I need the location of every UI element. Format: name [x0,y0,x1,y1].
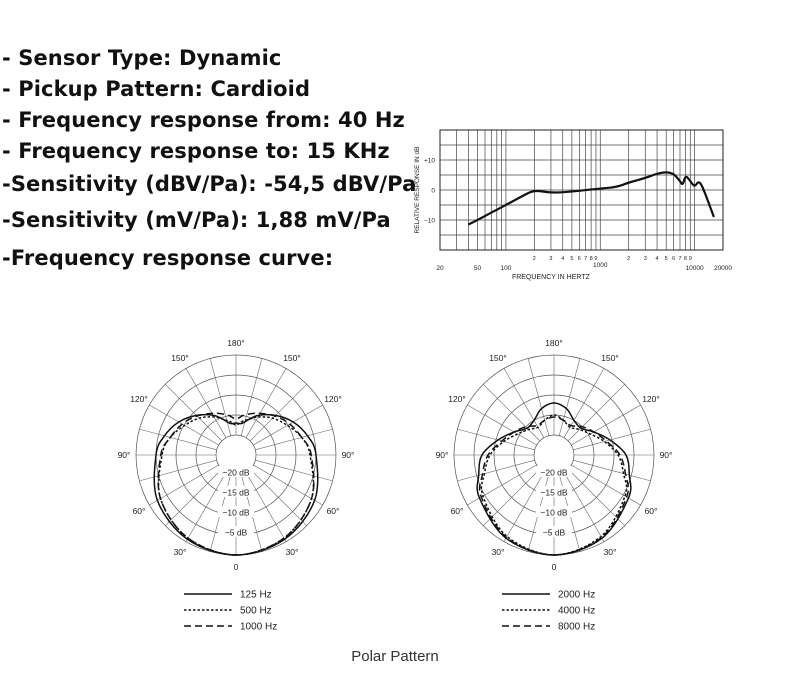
legend-label: 8000 Hz [558,621,596,633]
polar-angle-label: 60° [132,506,146,516]
x-tick-label: 1000 [593,262,608,269]
y-axis-label: RELATIVE RESPONSE IN dB [414,146,421,234]
polar-ring-label: −5 dB [542,527,566,538]
polar-ring-label: −10 dB [540,507,568,518]
x-minor-tick-label: 4 [655,256,659,262]
polar-angle-label: 150° [171,353,189,364]
legend-label: 500 Hz [240,605,272,617]
x-minor-tick-label: 9 [688,256,692,262]
polar-angle-label: 90° [435,450,449,460]
polar-angle-label: 180° [227,338,245,348]
spec-sensitivity-mv: -Sensitivity (mV/Pa): 1,88 mV/Pa [2,208,391,232]
polar-ring-label: −5 dB [224,527,248,538]
x-minor-tick-label: 7 [678,256,682,262]
x-minor-tick-label: 5 [570,256,574,262]
polar-spoke [467,405,536,445]
polar-pattern-chart-high [418,330,690,640]
x-tick-label: 20000 [713,265,733,272]
polar-angle-label: 90° [341,450,355,460]
legend-label: 4000 Hz [558,605,596,617]
polar-angle-label: 120° [324,394,342,404]
x-minor-tick-label: 3 [549,256,553,262]
polar-spoke [573,460,650,481]
polar-angle-label: 120° [642,394,660,404]
legend-label: 1000 Hz [240,621,278,633]
polar-angle-label: 90° [659,450,673,460]
x-minor-tick-label: 2 [532,256,536,262]
polar-ring-label: −20 dB [540,467,568,478]
polar-angle-label: 30° [173,546,187,557]
polar-spoke [210,358,231,435]
x-minor-tick-label: 4 [561,256,565,262]
spec-frequency-to: - Frequency response to: 15 KHz [2,139,390,163]
x-axis-label: FREQUENCY IN HERTZ [511,274,590,281]
spec-frequency-from: - Frequency response from: 40 Hz [2,108,405,132]
x-minor-tick-label: 5 [664,256,668,262]
x-tick-label: 10000 [685,265,704,272]
polar-ring-label: −15 dB [222,487,250,498]
x-minor-tick-label: 8 [683,256,687,262]
polar-angle-label: 30° [491,546,505,557]
polar-spoke [186,368,226,437]
polar-spoke [241,358,262,435]
polar-angle-label: 150° [489,353,507,364]
x-minor-tick-label: 7 [584,256,588,262]
polar-angle-label: 150° [601,353,619,364]
frequency-curve-heading: -Frequency response curve: [2,246,334,270]
polar-angle-label: 0 [233,562,239,572]
polar-angle-label: 90° [117,450,131,460]
x-tick-label: 50 [473,265,482,272]
polar-spoke [250,469,307,526]
polar-spoke [568,469,625,526]
y-tick-label: +10 [423,157,435,165]
x-minor-tick-label: 8 [589,256,593,262]
polar-angle-label: 180° [545,338,563,348]
y-tick-label: 0 [431,187,435,195]
x-tick-label: 100 [500,265,512,272]
polar-spoke [571,405,640,445]
polar-ring-label: −10 dB [222,507,250,518]
polar-angle-label: 30° [603,546,617,557]
spec-sensitivity-dbv: -Sensitivity (dBV/Pa): -54,5 dBV/Pa [2,172,417,196]
polar-ring-label: −15 dB [540,487,568,498]
x-minor-tick-label: 9 [594,256,598,262]
polar-angle-label: 0 [551,562,557,572]
legend-label: 2000 Hz [558,589,596,601]
x-minor-tick-label: 3 [643,256,647,262]
legend-label: 125 Hz [240,589,272,601]
polar-angle-label: 150° [283,353,301,364]
polar-angle-label: 120° [130,394,148,404]
y-tick-label: −10 [423,217,435,225]
polar-pattern-caption: Polar Pattern [351,648,439,665]
polar-spoke [457,460,534,481]
polar-ring-label: −20 dB [222,467,250,478]
spec-pickup-pattern: - Pickup Pattern: Cardioid [2,77,311,101]
x-minor-tick-label: 6 [577,256,581,262]
polar-spoke [246,368,286,437]
polar-spoke [253,405,322,445]
polar-spoke [165,469,222,526]
x-minor-tick-label: 2 [627,256,631,262]
frequency-response-chart [410,118,740,288]
polar-angle-label: 30° [285,546,299,557]
polar-pattern-chart-low [100,330,372,640]
polar-spoke [255,429,332,450]
polar-spoke [139,460,216,481]
polar-angle-label: 60° [450,506,464,516]
x-tick-label: 20 [436,265,444,272]
spec-sensor-type: - Sensor Type: Dynamic [2,46,282,70]
polar-angle-label: 60° [326,506,340,516]
polar-spoke [139,429,216,450]
polar-angle-label: 60° [644,506,658,516]
polar-angle-label: 120° [448,394,466,404]
polar-spoke [255,460,332,481]
x-minor-tick-label: 6 [672,256,676,262]
